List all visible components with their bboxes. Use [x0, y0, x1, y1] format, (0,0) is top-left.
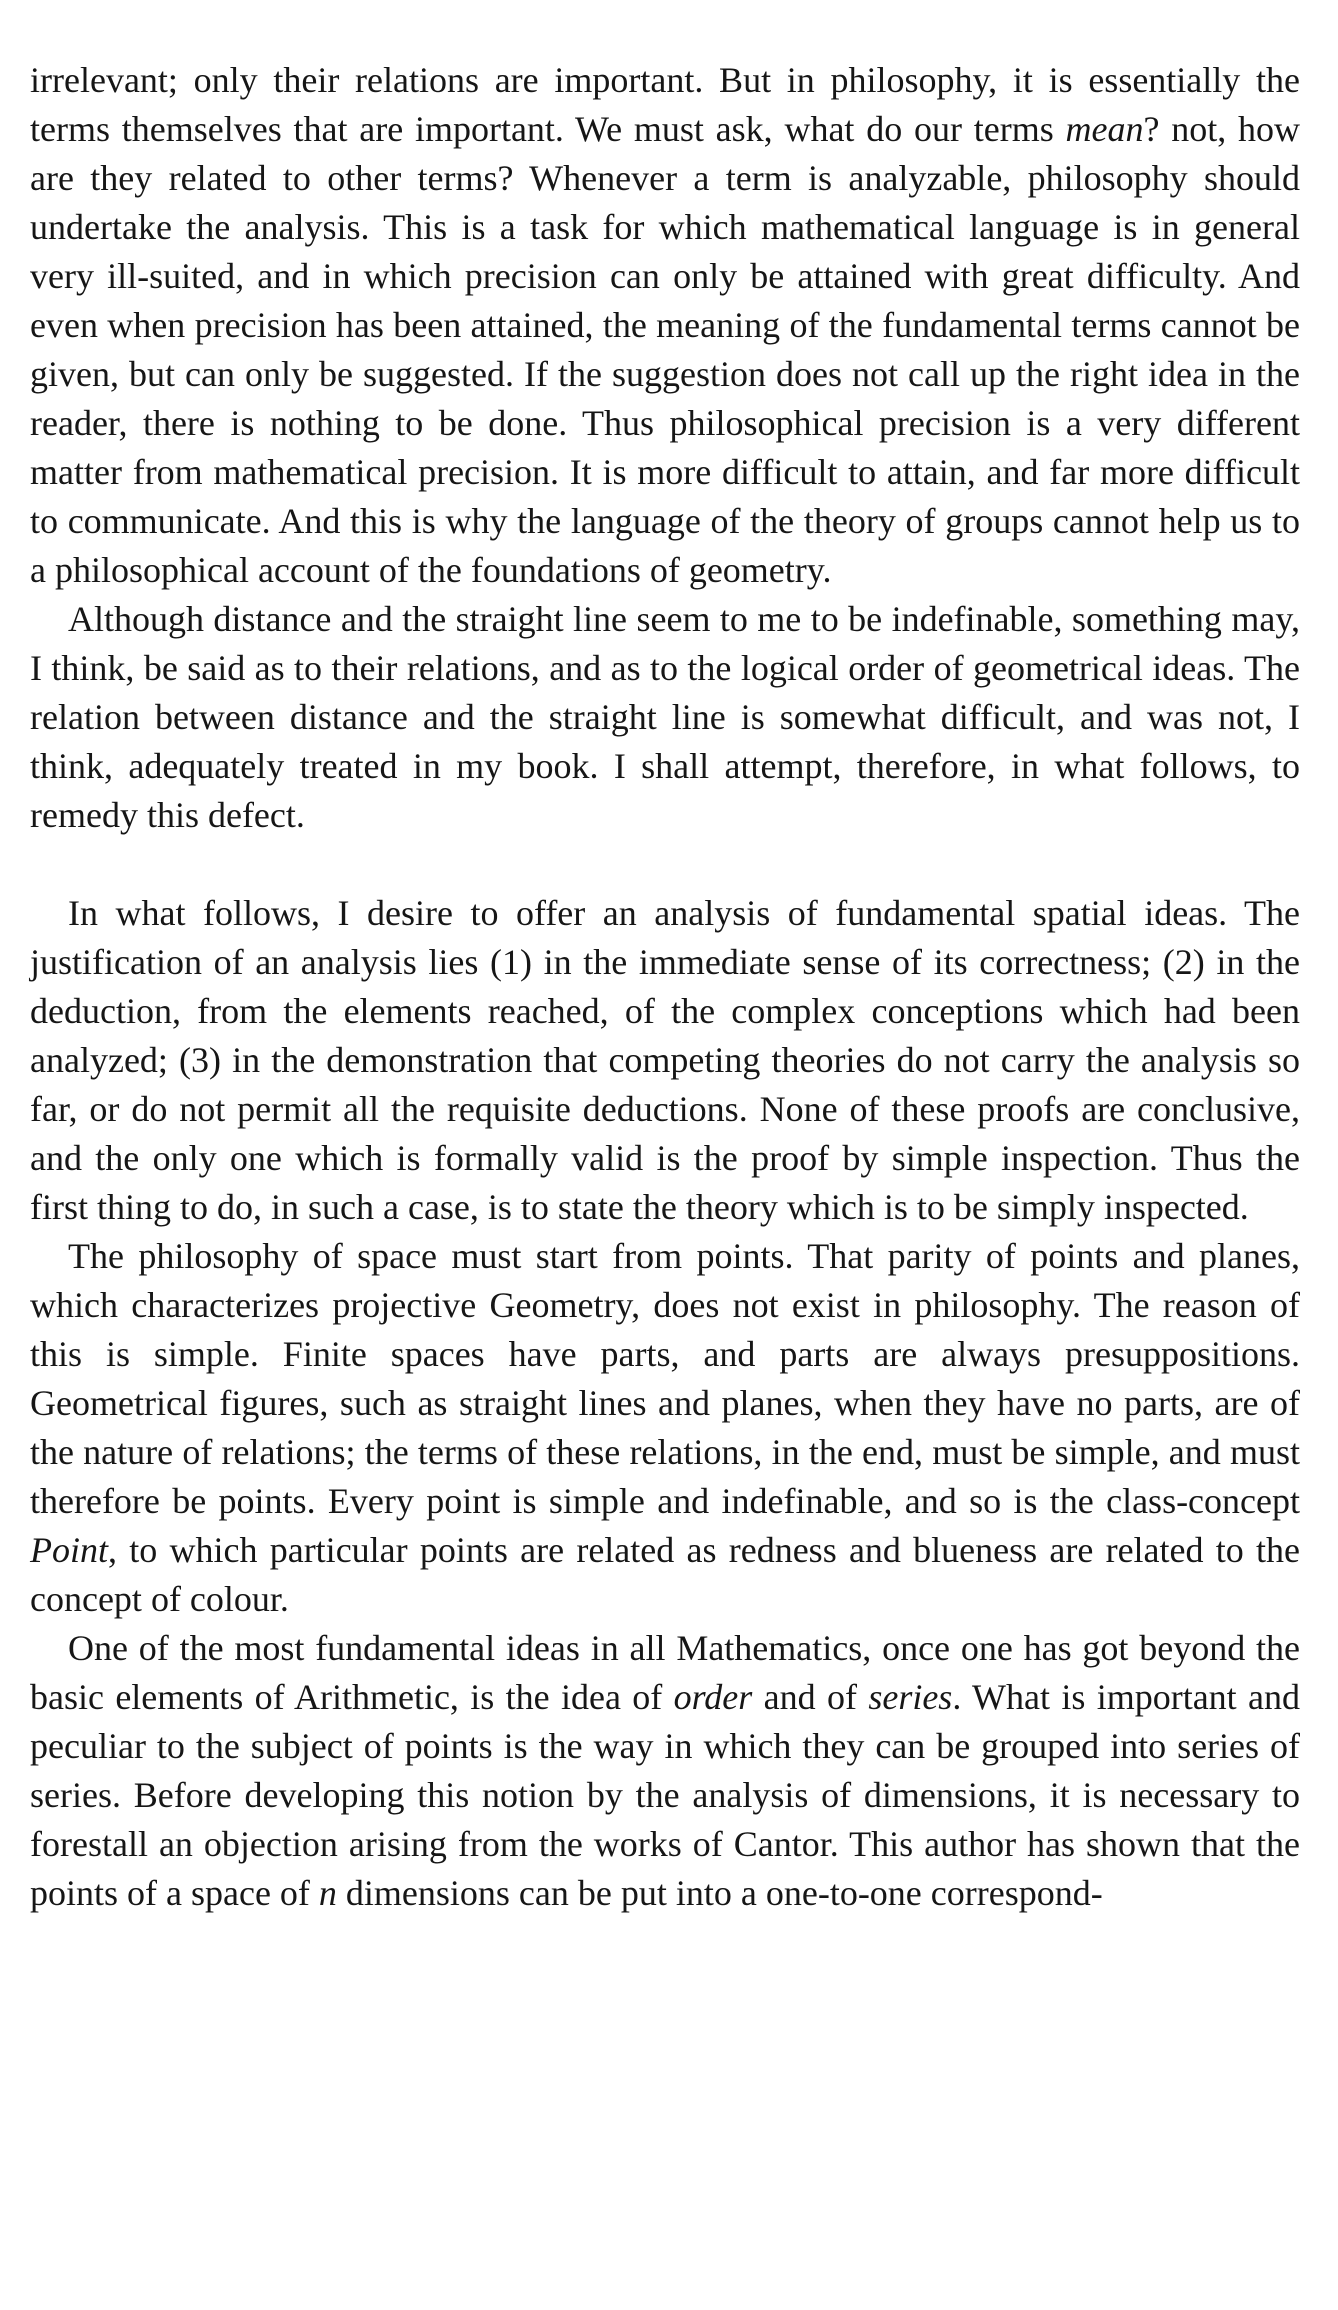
text-run: , to which particular points are related as redness and blueness are related to the concept of colour. — [30, 1530, 1300, 1619]
body-paragraph — [30, 56, 1300, 595]
body-paragraph — [30, 1232, 1300, 1624]
italic-text: Point — [30, 1530, 108, 1570]
section-break — [30, 840, 1300, 889]
text-run: One of the most fundamental ideas in all Mathematics, once one has got beyond the basic elements of Arithmetic, is the idea of — [30, 1628, 1300, 1717]
text-run: and of — [752, 1677, 869, 1717]
text-run: Although distance and the straight line seem to me to be indefinable, something may, I think, be said as to their relations, and as to the logical order of geometrical ideas. The relation between distance and the straight line is somewhat difficult, and was not, I think, adequately treated in my book. I shall attempt, therefore, in what follows, to remedy this defect. — [30, 599, 1300, 835]
italic-text: mean — [1065, 109, 1144, 149]
text-run: irrelevant; only their relations are important. But in philosophy, it is essentially the terms themselves that are important. We must ask, what do our terms — [30, 60, 1300, 149]
text-run: The philosophy of space must start from points. That parity of points and planes, which characterizes projective Geometry, does not exist in philosophy. The reason of this is simple. Finite spaces have parts, and parts are always presuppositions. Geometrical figures, such as straight lines and planes, when they have no parts, are of the nature of relations; the terms of these relations, in the end, must be simple, and must therefore be points. Every point is simple and indefinable, and so is the class-concept — [30, 1236, 1300, 1521]
body-paragraph — [30, 889, 1300, 1232]
text-run: . What is important and peculiar to the subject of points is the way in which they can be grouped into series of series. Before developing this notion by the analysis of dimensions, it is necessary to forestall an objection arising from the works of Cantor. This author has shown that the points of a space of — [30, 1677, 1301, 1913]
body-paragraph — [30, 595, 1300, 840]
italic-text: series — [868, 1677, 953, 1717]
body-paragraph — [30, 1624, 1300, 1918]
text-run: ? not, how are they related to other terms? Whenever a term is analyzable, philosophy should undertake the analysis. This is a task for which mathematical language is in general very ill-suited, and in which precision can only be attained with great difficulty. And even when precision has been attained, the meaning of the fundamental terms cannot be given, but can only be suggested. If the suggestion does not call up the right idea in the reader, there is nothing to be done. Thus philosophical precision is a very different matter from mathematical precision. It is more difficult to attain, and far more difficult to communicate. And this is why the language of the theory of groups cannot help us to a philosophical account of the foundations of geometry. — [30, 109, 1301, 590]
italic-text: n — [318, 1873, 337, 1913]
text-run: dimensions can be put into a one-to-one correspond- — [336, 1873, 1103, 1913]
document-page — [30, 56, 1300, 1918]
text-run: In what follows, I desire to offer an analysis of fundamental spatial ideas. The justification of an analysis lies (1) in the immediate sense of its correctness; (2) in the deduction, from the elements reached, of the complex conceptions which had been analyzed; (3) in the demonstration that competing theories do not carry the analysis so far, or do not permit all the requisite deductions. None of these proofs are conclusive, and the only one which is formally valid is the proof by simple inspection. Thus the first thing to do, in such a case, is to state the theory which is to be simply inspected. — [30, 893, 1300, 1227]
italic-text: order — [673, 1677, 753, 1717]
